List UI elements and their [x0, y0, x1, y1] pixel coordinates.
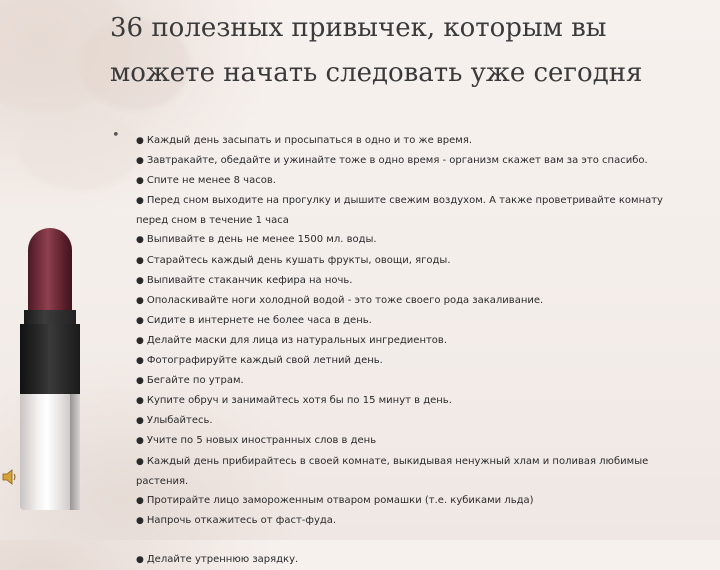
- bullet-dot: ●: [136, 436, 144, 447]
- outer-bullet: •: [112, 128, 120, 143]
- list-item: [136, 491, 696, 511]
- list-item: [136, 331, 696, 351]
- list-item-text: Ополаскивайте ноги холодной водой - это тоже своего рода закаливание.: [146, 294, 544, 306]
- list-item-text: Делайте утреннюю зарядку.: [146, 553, 299, 565]
- bullet-dot: ●: [136, 554, 144, 565]
- list-item-text: Спите не менее 8 часов.: [146, 175, 276, 187]
- bullet-dot: ●: [136, 235, 144, 246]
- lipstick-base-shadow: [70, 394, 80, 510]
- list-item-text: Выпивайте стаканчик кефира на ночь.: [146, 274, 353, 286]
- list-item: [136, 411, 696, 431]
- list-item: [136, 452, 696, 491]
- background-petal: [20, 110, 140, 190]
- list-item: [136, 230, 696, 250]
- habits-list: [136, 131, 696, 570]
- list-item: [136, 191, 696, 230]
- list-item: [136, 131, 696, 151]
- bullet-dot: ●: [136, 295, 144, 306]
- list-item: [136, 271, 696, 291]
- lipstick-case: [20, 324, 80, 396]
- list-item-text: Бегайте по утрам.: [146, 375, 244, 387]
- list-item-text: Фотографируйте каждый свой летний день.: [146, 355, 383, 367]
- bullet-dot: ●: [136, 335, 144, 346]
- list-item-text: Каждый день прибирайтесь в своей комнате, выкидывая ненужный хлам и поливая любимые растения.: [136, 455, 649, 487]
- list-item-text: Улыбайтесь.: [146, 415, 213, 427]
- list-item: [136, 371, 696, 391]
- list-item: [136, 391, 696, 411]
- list-item: [136, 151, 696, 171]
- list-item: [136, 511, 696, 531]
- list-item: [136, 311, 696, 331]
- bullet-dot: ●: [136, 255, 144, 266]
- list-item: [136, 431, 696, 451]
- bullet-dot: ●: [136, 495, 144, 506]
- bullet-dot: ●: [136, 396, 144, 407]
- list-item-text: Завтракайте, обедайте и ужинайте тоже в одно время - организм скажет вам за это спасибо.: [146, 155, 648, 167]
- list-item-text: Учите по 5 новых иностранных слов в день: [146, 435, 377, 447]
- list-item-text: Каждый день засыпать и просыпаться в одно и то же время.: [146, 135, 473, 146]
- list-item-text: Старайтесь каждый день кушать фрукты, овощи, ягоды.: [146, 254, 451, 266]
- lipstick-image: [20, 228, 84, 528]
- bullet-dot: ●: [136, 356, 144, 367]
- list-item-text: Протирайте лицо замороженным отваром ромашки (т.е. кубиками льда): [146, 494, 534, 506]
- list-item: [136, 171, 696, 191]
- bullet-dot: ●: [136, 275, 144, 286]
- bullet-dot: ●: [136, 416, 144, 427]
- list-item-text: Выпивайте в день не менее 1500 мл. воды.: [146, 234, 377, 246]
- list-item: [136, 550, 696, 570]
- list-item-text: Делайте маски для лица из натуральных ингредиентов.: [146, 334, 447, 346]
- list-item: [136, 291, 696, 311]
- bullet-dot: ●: [136, 515, 144, 526]
- bullet-dot: ●: [136, 136, 144, 146]
- bullet-dot: ●: [136, 456, 144, 467]
- bullet-dot: ●: [136, 376, 144, 387]
- list-item-text: Сидите в интернете не более часа в день.: [146, 314, 372, 326]
- lipstick-tip: [28, 228, 72, 314]
- list-item: [136, 251, 696, 271]
- bullet-dot: ●: [136, 156, 144, 167]
- bullet-dot: ●: [136, 176, 144, 187]
- bullet-dot: ●: [136, 315, 144, 326]
- list-item-text: Перед сном выходите на прогулку и дышите свежим воздухом. А также проветривайте комнату перед сном в течение 1 часа: [136, 195, 663, 227]
- speaker-icon[interactable]: [2, 468, 18, 486]
- list-item: [136, 351, 696, 371]
- list-item-text: Напрочь откажитесь от фаст-фуда.: [146, 514, 337, 526]
- list-item-text: Купите обруч и занимайтесь хотя бы по 15 минут в день.: [146, 395, 452, 407]
- slide-title: 36 полезных привычек, которым вы можете начать следовать уже сегодня: [110, 13, 643, 88]
- bullet-dot: ●: [136, 196, 144, 207]
